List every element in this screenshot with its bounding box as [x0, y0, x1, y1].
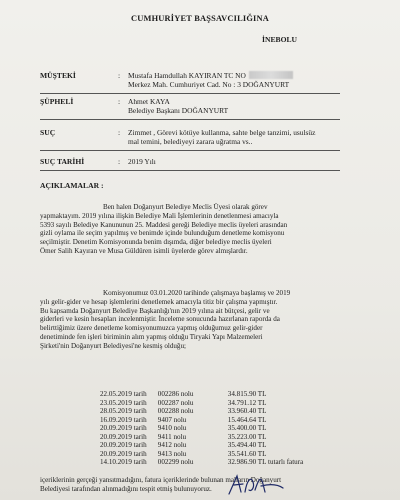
musteki-name: Mustafa Hamdullah KAYIRAN TC NO [128, 71, 246, 80]
invoice-row [100, 407, 303, 416]
musteki-colon: : [118, 71, 121, 80]
paragraph-1 [40, 203, 356, 256]
document-title: CUMHURİYET BAŞSAVCILIĞINA [130, 14, 270, 23]
paragraph-line: yapmaktayım. 2019 yılına ilişkin Belediye Mali İşlemlerinin denetlenmesi amacıyla [40, 211, 279, 220]
invoice-row [100, 450, 303, 459]
redacted-id-number [249, 71, 293, 79]
section-divider [40, 170, 340, 171]
invoice-number: 9407 nolu [157, 415, 187, 424]
invoice-amount: 35.494.40 TL [227, 441, 267, 449]
musteki-label: MÜŞTEKİ [40, 71, 76, 80]
paragraph-line: Şirketi'nin Doğanyurt Belediyesi'ne kesmiş olduğu; [40, 341, 186, 350]
invoice-list [100, 390, 303, 467]
supheli-title: Belediye Başkanı DOĞANYURT [128, 106, 229, 116]
invoice-number: 002299 nolu [157, 458, 194, 466]
musteki-value [128, 71, 293, 89]
section-divider [40, 93, 340, 94]
invoice-date: 16.09.2019 tarih [100, 415, 147, 424]
invoice-date: 20.09.2019 tarih [100, 424, 147, 432]
paragraph-line: Komisyonumuz 03.01.2020 tarihinde çalışmaya başlamış ve 2019 [103, 289, 291, 297]
paragraph-2 [40, 289, 356, 351]
invoice-number: 9412 nolu [157, 441, 187, 449]
invoice-amount: 15.464.64 TL [227, 415, 267, 424]
suc-tarihi-colon: : [118, 157, 121, 166]
section-divider [40, 150, 340, 151]
invoice-date: 20.09.2019 tarih [100, 441, 147, 449]
invoice-row [100, 399, 303, 408]
invoice-amount: 32.986.90 TL tutarlı fatura [227, 458, 304, 466]
paragraph-line: içeriklerinin gerçeği yansıtmadığını, fatura içeriklerinde bulunan malların Doğanyurt [40, 476, 282, 484]
suc-colon: : [118, 128, 121, 137]
invoice-row [100, 424, 303, 433]
suc-line-2: mal temini, belediyeyi zarara uğratma vs.. [128, 137, 253, 147]
supheli-label: ŞÜPHELİ [40, 97, 74, 106]
invoice-row [100, 433, 303, 442]
signature-mark [225, 470, 285, 498]
paragraph-line: gizli oylama ile seçim yapılmış ve benimde içinde bulunduğum denetleme komisyonu [40, 229, 285, 238]
invoice-amount: 34.815.90 TL [227, 390, 267, 398]
paragraph-line: Belediyesi tarafından alınmadığını tespit etmiş bulunuyoruz. [40, 484, 212, 493]
invoice-date: 20.09.2019 tarih [100, 449, 147, 458]
aciklamalar-heading: AÇIKLAMALAR : [40, 181, 104, 190]
paragraph-line: yılı gelir-gider ve hesap işlemlerini denetlemek amacıyla titiz bir çalışma yapmıştır. [40, 297, 278, 306]
invoice-row [100, 390, 303, 399]
invoice-number: 002286 nolu [157, 390, 194, 398]
suc-label: SUÇ [40, 128, 56, 137]
paragraph-line: giderleri ve kesin hesapları incelenmiştir. İnceleme sonucunda hazırlanan raporda da [40, 315, 280, 324]
invoice-number: 9413 nolu [157, 449, 187, 458]
paragraph-line: Ben halen Doğanyurt Belediye Meclis Üyesi olarak görev [103, 203, 268, 211]
paragraph-line: belirttiğimiz üzere denetleme komisyonumuzca yapmış olduğumuz gelir-gider [40, 324, 263, 333]
invoice-row [100, 458, 303, 467]
invoice-date: 23.05.2019 tarih [100, 398, 147, 407]
musteki-address: Merkez Mah. Cumhuriyet Cad. No : 3 DOĞANYURT [128, 80, 290, 90]
invoice-amount: 34.791.12 TL [227, 398, 267, 407]
suc-tarihi-value: 2019 Yılı [128, 157, 156, 166]
invoice-number: 002288 nolu [157, 407, 194, 415]
invoice-number: 002287 nolu [157, 398, 194, 407]
invoice-number: 9411 nolu [157, 432, 187, 441]
supheli-name: Ahmet KAYA [128, 97, 170, 106]
paragraph-line: 5393 sayılı Belediye Kanununun 25. Maddesi gereği Belediye meclis üyeleri arasından [40, 220, 288, 229]
invoice-amount: 35.223.00 TL [227, 432, 267, 441]
invoice-amount: 35.541.60 TL [227, 449, 267, 458]
suc-value [128, 128, 315, 146]
invoice-date: 14.10.2019 tarih [100, 458, 147, 466]
invoice-amount: 33.960.40 TL [227, 407, 267, 415]
recipient-city: İNEBOLU [262, 35, 298, 44]
invoice-row [100, 416, 303, 425]
section-divider [40, 119, 340, 120]
paragraph-line: Ömer Salih Kayıran ve Musa Güldüren isimli üyelerde görev almışlardır. [40, 246, 248, 255]
invoice-number: 9410 nolu [157, 424, 187, 432]
invoice-date: 28.05.2019 tarih [100, 407, 147, 415]
paragraph-line: denetiminde fen işleri biriminin alım yapmış olduğu Tiryaki Yapı Malzemeleri [40, 332, 263, 341]
supheli-value [128, 97, 228, 115]
supheli-colon: : [118, 97, 121, 106]
invoice-date: 20.09.2019 tarih [100, 432, 147, 441]
paragraph-line: Bu kapsamda Doğanyurt Belediye Başkanlığı'nın 2019 yılına ait bütçesi, gelir ve [40, 306, 270, 315]
invoice-date: 22.05.2019 tarih [100, 390, 147, 398]
suc-tarihi-label: SUÇ TARİHİ [40, 157, 85, 166]
paragraph-line: seçilmiştir. Denetim Komisyonunda benim dışımda, diğer belediye meclis üyeleri [40, 238, 272, 247]
invoice-row [100, 441, 303, 450]
suc-line-1: Zimmet , Görevi kötüye kullanma, sahte belge tanzimi, usulsüz [128, 128, 316, 137]
invoice-amount: 35.400.00 TL [227, 424, 267, 432]
